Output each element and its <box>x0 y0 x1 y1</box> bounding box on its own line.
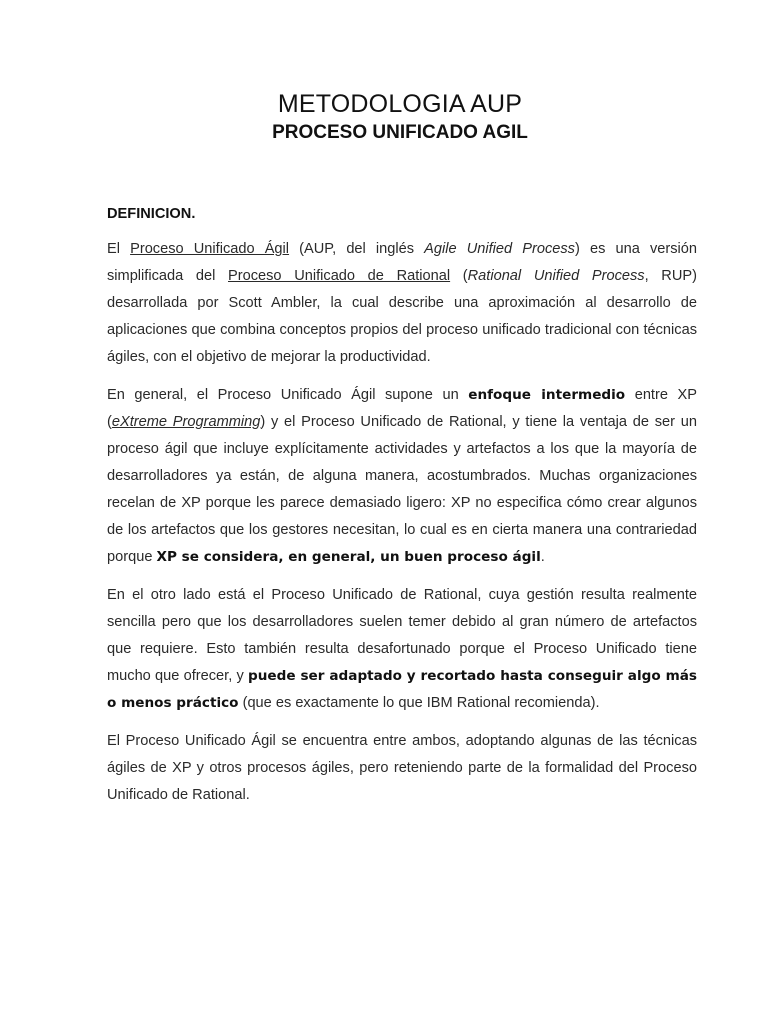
paragraph-general <box>107 382 697 571</box>
link-extreme-programming[interactable]: eXtreme Programming <box>111 414 261 430</box>
italic-text: Agile Unified Process <box>424 241 575 257</box>
bold-text: XP se considera, en general, un buen proceso ágil <box>156 549 541 565</box>
paragraph-conclusion <box>107 728 697 809</box>
italic-text: Rational Unified Process <box>467 268 645 284</box>
text-span: (que es exactamente lo que IBM Rational recomienda). <box>238 695 600 711</box>
text-span: entre XP ( <box>107 387 697 430</box>
text-span: ( <box>450 268 468 284</box>
link-proceso-unificado-rational[interactable]: Proceso Unificado de Rational <box>228 268 451 284</box>
document-body <box>107 203 697 820</box>
link-proceso-unificado-agil[interactable]: Proceso Unificado Ágil <box>130 241 290 257</box>
text-span: ) es una versión simplificada del <box>107 241 697 284</box>
text-span: (AUP, del inglés <box>289 241 425 257</box>
text-span: El Proceso Unificado Ágil se encuentra entre ambos, adoptando algunas de las técnicas ágiles de XP y otros procesos ágiles, pero reteniendo parte de la formalidad del Proceso Unificado de Rational. <box>107 733 697 803</box>
paragraph-definition <box>107 236 697 371</box>
bold-text: puede ser adaptado y recortado hasta conseguir algo más o menos práctico <box>107 668 697 711</box>
bold-text: enfoque intermedio <box>468 387 626 403</box>
paragraph-rational <box>107 582 697 717</box>
text-span: , RUP) desarrollada por Scott Ambler, la cual describe una aproximación al desarrollo de aplicaciones que combina conceptos propios del proceso unificado tradicional con técnicas ágiles, con el objetivo de mejorar la productividad. <box>107 268 697 365</box>
section-heading: DEFINICION. <box>107 206 196 222</box>
document-title: METODOLOGIA AUP <box>277 90 523 118</box>
text-span: En el otro lado está el Proceso Unificado de Rational, cuya gestión resulta realmente sencilla pero que los desarrolladores suelen temer debido al gran número de artefactos que requiere. Esto también resulta desafortunado porque el Proceso Unificado tiene mucho que ofrecer, y <box>107 587 697 684</box>
text-span: . <box>540 549 545 565</box>
document-subtitle: PROCESO UNIFICADO AGIL <box>272 122 528 143</box>
text-span: El <box>107 241 131 257</box>
text-span: En general, el Proceso Unificado Ágil supone un <box>107 387 469 403</box>
text-span: ) y el Proceso Unificado de Rational, y tiene la ventaja de ser un proceso ágil que incluye explícitamente actividades y artefactos a los que la mayoría de desarrolladores ya están, de alguna manera, acostumbrados. Muchas organizaciones recelan de XP porque les parece demasiado ligero: XP no especifica cómo crear algunos de los artefactos que los gestores necesitan, lo cual es en cierta manera una contrariedad porque <box>107 414 697 565</box>
